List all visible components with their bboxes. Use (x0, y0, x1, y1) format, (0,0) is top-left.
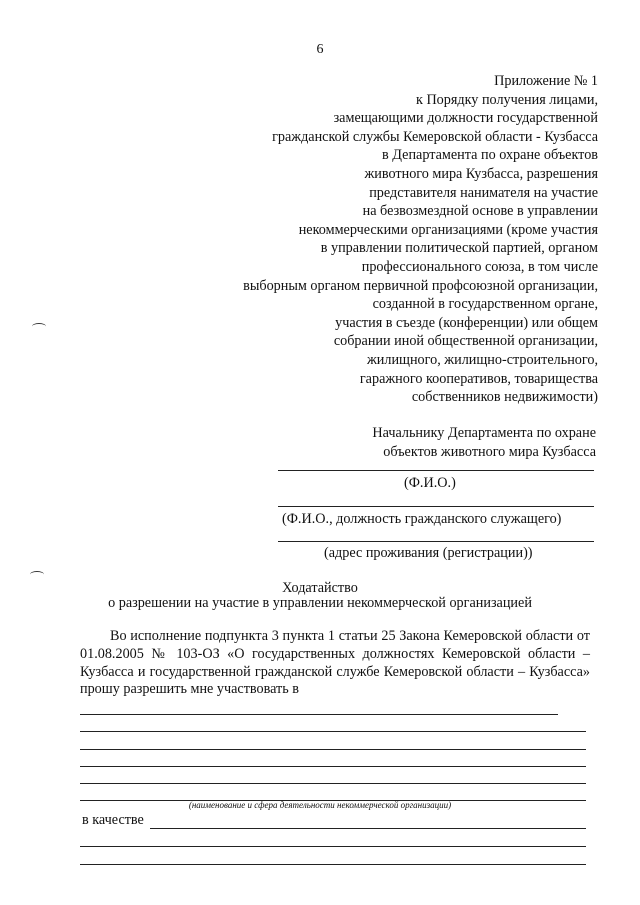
fio-fill-line[interactable] (278, 470, 594, 471)
org-fill-line[interactable] (80, 766, 586, 767)
appendix-line: профессионального союза, в том числе (361, 258, 598, 275)
appendix-line: гражданской службы Кемеровской области - Кузбасса (272, 128, 598, 145)
appendix-line: к Порядку получения лицами, (416, 91, 598, 108)
address-fill-line[interactable] (278, 541, 594, 542)
org-fill-line[interactable] (80, 783, 586, 784)
role-fill-line[interactable] (80, 846, 586, 847)
appendix-line: жилищного, жилищно-строительного, (366, 351, 598, 368)
appendix-line: представителя нанимателя на участие (369, 184, 598, 201)
appendix-line: участия в съезде (конференции) или общем (335, 314, 598, 331)
margin-mark (30, 571, 44, 578)
appendix-header (243, 72, 598, 407)
appendix-line: замещающими должности государственной (333, 110, 598, 127)
addressee-line: объектов животного мира Кузбасса (383, 443, 596, 460)
role-label: в качестве (82, 812, 144, 828)
fio-caption: (Ф.И.О.) (404, 475, 456, 491)
org-caption: (наименование и сфера деятельности некоммерческой организации) (188, 800, 452, 810)
petition-body: Во исполнение подпункта 3 пункта 1 статьи 25 Закона Кемеровской области от 01.08.2005 № 103-ОЗ «О государственных должностях Кемеровской области – Кузбасса и государственной гражданской службе Кемеровской области – Кузбасса» прошу разрешить мне участвовать в (80, 628, 590, 698)
appendix-line: животного мира Кузбасса, разрешения (364, 165, 598, 182)
fio-position-caption: (Ф.И.О., должность гражданского служащего) (282, 511, 562, 527)
address-caption: (адрес проживания (регистрации)) (324, 545, 533, 561)
appendix-line: собственников недвижимости) (411, 389, 598, 406)
appendix-line: Приложение № 1 (494, 73, 598, 89)
appendix-line: на безвозмездной основе в управлении (362, 203, 598, 220)
appendix-line: созданной в государственном органе, (372, 296, 598, 313)
org-fill-line[interactable] (80, 714, 558, 715)
document-subtitle: о разрешении на участие в управлении некоммерческой организацией (108, 595, 532, 611)
appendix-line: в управлении политической партией, органом (320, 240, 598, 257)
addressee-line: Начальнику Департамента по охране (372, 425, 596, 441)
appendix-line: выборным органом первичной профсоюзной организации, (243, 277, 598, 294)
appendix-line: гаражного кооперативов, товарищества (359, 370, 598, 387)
appendix-line: некоммерческими организациями (кроме участия (298, 221, 598, 238)
document-title: Ходатайство (282, 580, 358, 596)
appendix-line: в Департамента по охране объектов (382, 147, 598, 164)
appendix-line: собрании иной общественной организации, (333, 333, 598, 350)
role-fill-line[interactable] (150, 828, 586, 829)
margin-mark (32, 323, 46, 330)
role-fill-line[interactable] (80, 864, 586, 865)
fio-position-fill-line[interactable] (278, 506, 594, 507)
addressee-block (372, 424, 596, 461)
org-fill-line[interactable] (80, 731, 586, 732)
org-fill-line[interactable] (80, 749, 586, 750)
page-number: 6 (316, 42, 324, 57)
